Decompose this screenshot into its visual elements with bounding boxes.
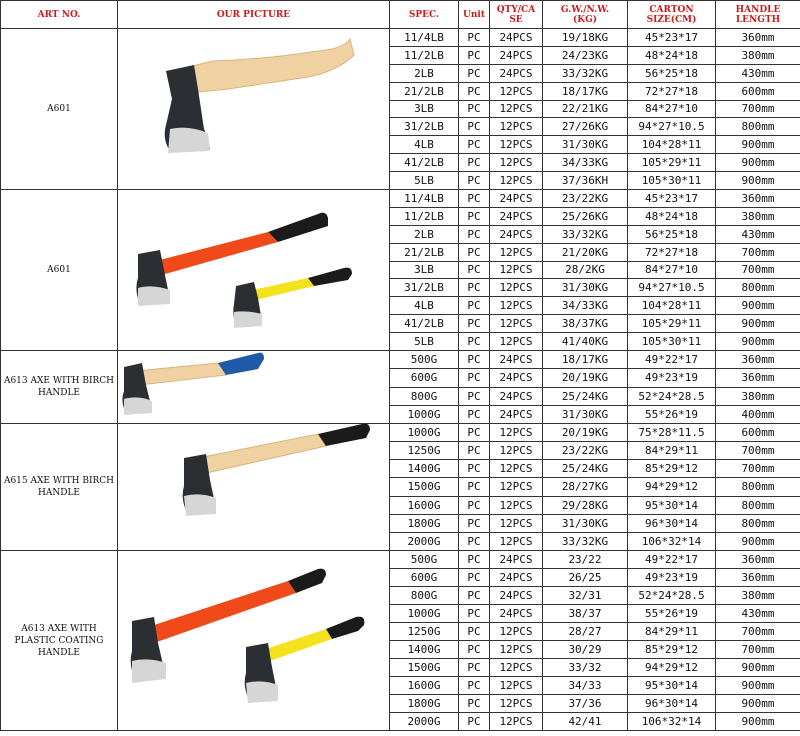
axe-blade-edge bbox=[184, 494, 216, 516]
spec-cell: 500G bbox=[390, 351, 459, 369]
red-handle-shape bbox=[148, 581, 296, 643]
unit-cell: PC bbox=[459, 460, 490, 478]
carton-size-cell: 56*25*18 bbox=[628, 225, 716, 243]
spec-cell: 600G bbox=[390, 369, 459, 387]
spec-cell: 500G bbox=[390, 551, 459, 569]
spec-cell: 600G bbox=[390, 569, 459, 587]
header-qty-case: QTY/CA SE bbox=[490, 1, 543, 29]
spec-cell: 11/4LB bbox=[390, 190, 459, 208]
handle-length-cell: 360mm bbox=[716, 569, 800, 587]
weight-cell: 42/41 bbox=[543, 713, 628, 731]
spec-cell: 31/2LB bbox=[390, 279, 459, 297]
yellow-handle-shape bbox=[266, 629, 332, 661]
carton-size-cell: 52*24*28.5 bbox=[628, 387, 716, 405]
header-carton-size: CARTON SIZE(CM) bbox=[628, 1, 716, 29]
carton-size-cell: 75*28*11.5 bbox=[628, 424, 716, 442]
weight-cell: 34/33KG bbox=[543, 154, 628, 172]
handle-length-cell: 800mm bbox=[716, 118, 800, 136]
carton-size-cell: 49*22*17 bbox=[628, 551, 716, 569]
axe-birch-black-picture bbox=[118, 424, 388, 550]
unit-cell: PC bbox=[459, 695, 490, 713]
spec-cell: 1600G bbox=[390, 496, 459, 514]
table-row bbox=[1, 551, 800, 569]
spec-cell: 1400G bbox=[390, 641, 459, 659]
handle-length-cell: 700mm bbox=[716, 100, 800, 118]
carton-size-cell: 84*29*11 bbox=[628, 442, 716, 460]
unit-cell: PC bbox=[459, 64, 490, 82]
picture-cell bbox=[118, 424, 390, 551]
spec-cell: 1800G bbox=[390, 695, 459, 713]
spec-cell: 1000G bbox=[390, 605, 459, 623]
handle-length-cell: 800mm bbox=[716, 279, 800, 297]
header-handle-length: HANDLE LENGTH bbox=[716, 1, 800, 29]
spec-cell: 1250G bbox=[390, 623, 459, 641]
table-row bbox=[1, 29, 800, 47]
spec-cell: 41/2LB bbox=[390, 154, 459, 172]
carton-size-cell: 56*25*18 bbox=[628, 64, 716, 82]
handle-length-cell: 380mm bbox=[716, 46, 800, 64]
handle-length-cell: 900mm bbox=[716, 695, 800, 713]
qty-case-cell: 12PCS bbox=[490, 532, 543, 550]
axe-plastic-coated-picture bbox=[118, 551, 388, 730]
carton-size-cell: 49*23*19 bbox=[628, 369, 716, 387]
red-handle-shape bbox=[152, 232, 278, 276]
unit-cell: PC bbox=[459, 659, 490, 677]
header-gross-net-weight: G.W./N.W. (KG) bbox=[543, 1, 628, 29]
handle-length-cell: 800mm bbox=[716, 496, 800, 514]
unit-cell: PC bbox=[459, 315, 490, 333]
qty-case-cell: 12PCS bbox=[490, 333, 543, 351]
unit-cell: PC bbox=[459, 207, 490, 225]
spec-cell: 11/4LB bbox=[390, 29, 459, 47]
unit-cell: PC bbox=[459, 424, 490, 442]
weight-cell: 18/17KG bbox=[543, 82, 628, 100]
handle-length-cell: 380mm bbox=[716, 387, 800, 405]
carton-size-cell: 48*24*18 bbox=[628, 46, 716, 64]
qty-case-cell: 24PCS bbox=[490, 569, 543, 587]
weight-cell: 28/27 bbox=[543, 623, 628, 641]
handle-length-cell: 900mm bbox=[716, 532, 800, 550]
weight-cell: 38/37 bbox=[543, 605, 628, 623]
handle-length-cell: 380mm bbox=[716, 587, 800, 605]
qty-case-cell: 12PCS bbox=[490, 424, 543, 442]
weight-cell: 33/32KG bbox=[543, 532, 628, 550]
unit-cell: PC bbox=[459, 100, 490, 118]
spec-cell: 2LB bbox=[390, 64, 459, 82]
handle-length-cell: 900mm bbox=[716, 136, 800, 154]
qty-case-cell: 12PCS bbox=[490, 641, 543, 659]
picture-cell bbox=[118, 351, 390, 424]
qty-case-cell: 12PCS bbox=[490, 695, 543, 713]
spec-cell: 21/2LB bbox=[390, 82, 459, 100]
wood-handle-shape bbox=[188, 39, 354, 93]
weight-cell: 28/2KG bbox=[543, 261, 628, 279]
carton-size-cell: 105*29*11 bbox=[628, 154, 716, 172]
qty-case-cell: 12PCS bbox=[490, 677, 543, 695]
weight-cell: 20/19KG bbox=[543, 369, 628, 387]
carton-size-cell: 94*29*12 bbox=[628, 659, 716, 677]
qty-case-cell: 12PCS bbox=[490, 478, 543, 496]
unit-cell: PC bbox=[459, 136, 490, 154]
qty-case-cell: 12PCS bbox=[490, 172, 543, 190]
handle-length-cell: 900mm bbox=[716, 315, 800, 333]
unit-cell: PC bbox=[459, 351, 490, 369]
spec-cell: 41/2LB bbox=[390, 315, 459, 333]
carton-size-cell: 49*22*17 bbox=[628, 351, 716, 369]
qty-case-cell: 24PCS bbox=[490, 387, 543, 405]
large-blade-edge bbox=[132, 659, 166, 683]
handle-length-cell: 900mm bbox=[716, 659, 800, 677]
table-body bbox=[1, 29, 800, 731]
handle-length-cell: 900mm bbox=[716, 154, 800, 172]
qty-case-cell: 12PCS bbox=[490, 297, 543, 315]
weight-cell: 18/17KG bbox=[543, 351, 628, 369]
carton-size-cell: 48*24*18 bbox=[628, 207, 716, 225]
handle-length-cell: 700mm bbox=[716, 243, 800, 261]
carton-size-cell: 104*28*11 bbox=[628, 297, 716, 315]
unit-cell: PC bbox=[459, 605, 490, 623]
spec-cell: 2LB bbox=[390, 225, 459, 243]
handle-length-cell: 600mm bbox=[716, 424, 800, 442]
qty-case-cell: 12PCS bbox=[490, 82, 543, 100]
weight-cell: 29/28KG bbox=[543, 496, 628, 514]
small-black-grip bbox=[308, 268, 352, 286]
handle-length-cell: 900mm bbox=[716, 333, 800, 351]
header-unit: Unit bbox=[459, 1, 490, 29]
qty-case-cell: 12PCS bbox=[490, 623, 543, 641]
weight-cell: 25/24KG bbox=[543, 460, 628, 478]
handle-length-cell: 400mm bbox=[716, 405, 800, 423]
carton-size-cell: 45*23*17 bbox=[628, 29, 716, 47]
spec-cell: 2000G bbox=[390, 532, 459, 550]
carton-size-cell: 84*27*10 bbox=[628, 100, 716, 118]
weight-cell: 23/22 bbox=[543, 551, 628, 569]
header-our-picture: OUR PICTURE bbox=[118, 1, 390, 29]
weight-cell: 26/25 bbox=[543, 569, 628, 587]
carton-size-cell: 94*27*10.5 bbox=[628, 279, 716, 297]
weight-cell: 27/26KG bbox=[543, 118, 628, 136]
weight-cell: 30/29 bbox=[543, 641, 628, 659]
spec-cell: 3LB bbox=[390, 100, 459, 118]
handle-length-cell: 360mm bbox=[716, 190, 800, 208]
handle-length-cell: 380mm bbox=[716, 207, 800, 225]
qty-case-cell: 24PCS bbox=[490, 605, 543, 623]
qty-case-cell: 24PCS bbox=[490, 405, 543, 423]
carton-size-cell: 94*27*10.5 bbox=[628, 118, 716, 136]
carton-size-cell: 49*23*19 bbox=[628, 569, 716, 587]
handle-length-cell: 430mm bbox=[716, 64, 800, 82]
weight-cell: 38/37KG bbox=[543, 315, 628, 333]
handle-length-cell: 430mm bbox=[716, 605, 800, 623]
handle-length-cell: 600mm bbox=[716, 82, 800, 100]
handle-length-cell: 360mm bbox=[716, 369, 800, 387]
spec-cell: 2000G bbox=[390, 713, 459, 731]
carton-size-cell: 84*27*10 bbox=[628, 261, 716, 279]
qty-case-cell: 24PCS bbox=[490, 351, 543, 369]
qty-case-cell: 24PCS bbox=[490, 207, 543, 225]
art-no-cell: A613 AXE WITH BIRCH HANDLE bbox=[1, 351, 118, 424]
spec-cell: 4LB bbox=[390, 297, 459, 315]
birch-handle-shape bbox=[136, 363, 226, 385]
weight-cell: 33/32KG bbox=[543, 64, 628, 82]
axe-wood-handle-picture bbox=[118, 29, 388, 189]
small-blade-edge bbox=[246, 681, 278, 703]
carton-size-cell: 105*30*11 bbox=[628, 172, 716, 190]
unit-cell: PC bbox=[459, 387, 490, 405]
spec-cell: 11/2LB bbox=[390, 46, 459, 64]
small-blade-edge bbox=[234, 311, 262, 328]
handle-length-cell: 700mm bbox=[716, 460, 800, 478]
qty-case-cell: 12PCS bbox=[490, 243, 543, 261]
spec-cell: 5LB bbox=[390, 172, 459, 190]
art-no-cell: A615 AXE WITH BIRCH HANDLE bbox=[1, 424, 118, 551]
unit-cell: PC bbox=[459, 641, 490, 659]
qty-case-cell: 24PCS bbox=[490, 46, 543, 64]
weight-cell: 22/21KG bbox=[543, 100, 628, 118]
axe-fiberglass-picture bbox=[118, 190, 388, 350]
spec-cell: 5LB bbox=[390, 333, 459, 351]
carton-size-cell: 52*24*28.5 bbox=[628, 587, 716, 605]
qty-case-cell: 12PCS bbox=[490, 442, 543, 460]
weight-cell: 33/32 bbox=[543, 659, 628, 677]
small-black-grip bbox=[326, 617, 364, 639]
unit-cell: PC bbox=[459, 297, 490, 315]
handle-length-cell: 360mm bbox=[716, 351, 800, 369]
carton-size-cell: 105*30*11 bbox=[628, 333, 716, 351]
unit-cell: PC bbox=[459, 442, 490, 460]
weight-cell: 23/22KG bbox=[543, 190, 628, 208]
handle-length-cell: 430mm bbox=[716, 225, 800, 243]
qty-case-cell: 24PCS bbox=[490, 551, 543, 569]
carton-size-cell: 105*29*11 bbox=[628, 315, 716, 333]
handle-length-cell: 900mm bbox=[716, 677, 800, 695]
picture-cell bbox=[118, 190, 390, 351]
blue-grip-shape bbox=[218, 353, 264, 375]
spec-cell: 800G bbox=[390, 587, 459, 605]
large-blade-edge bbox=[138, 286, 170, 306]
black-grip-shape bbox=[268, 213, 328, 242]
art-no-cell: A601 bbox=[1, 29, 118, 190]
qty-case-cell: 24PCS bbox=[490, 587, 543, 605]
table-row bbox=[1, 351, 800, 369]
weight-cell: 21/20KG bbox=[543, 243, 628, 261]
unit-cell: PC bbox=[459, 333, 490, 351]
axe-blade-edge bbox=[124, 397, 152, 415]
handle-length-cell: 360mm bbox=[716, 551, 800, 569]
unit-cell: PC bbox=[459, 369, 490, 387]
spec-cell: 1800G bbox=[390, 514, 459, 532]
qty-case-cell: 12PCS bbox=[490, 315, 543, 333]
carton-size-cell: 85*29*12 bbox=[628, 641, 716, 659]
qty-case-cell: 12PCS bbox=[490, 136, 543, 154]
unit-cell: PC bbox=[459, 279, 490, 297]
carton-size-cell: 96*30*14 bbox=[628, 514, 716, 532]
weight-cell: 19/18KG bbox=[543, 29, 628, 47]
weight-cell: 31/30KG bbox=[543, 279, 628, 297]
spec-cell: 1400G bbox=[390, 460, 459, 478]
unit-cell: PC bbox=[459, 623, 490, 641]
weight-cell: 23/22KG bbox=[543, 442, 628, 460]
carton-size-cell: 85*29*12 bbox=[628, 460, 716, 478]
unit-cell: PC bbox=[459, 478, 490, 496]
axe-birch-blue-picture bbox=[118, 351, 388, 423]
unit-cell: PC bbox=[459, 243, 490, 261]
carton-size-cell: 84*29*11 bbox=[628, 623, 716, 641]
weight-cell: 34/33KG bbox=[543, 297, 628, 315]
carton-size-cell: 72*27*18 bbox=[628, 243, 716, 261]
weight-cell: 20/19KG bbox=[543, 424, 628, 442]
qty-case-cell: 12PCS bbox=[490, 460, 543, 478]
carton-size-cell: 106*32*14 bbox=[628, 532, 716, 550]
spec-cell: 21/2LB bbox=[390, 243, 459, 261]
axe-blade-edge bbox=[168, 128, 210, 153]
handle-length-cell: 360mm bbox=[716, 29, 800, 47]
spec-cell: 800G bbox=[390, 387, 459, 405]
handle-length-cell: 800mm bbox=[716, 478, 800, 496]
carton-size-cell: 55*26*19 bbox=[628, 405, 716, 423]
qty-case-cell: 24PCS bbox=[490, 369, 543, 387]
handle-length-cell: 700mm bbox=[716, 641, 800, 659]
spec-cell: 1500G bbox=[390, 478, 459, 496]
spec-cell: 11/2LB bbox=[390, 207, 459, 225]
handle-length-cell: 900mm bbox=[716, 713, 800, 731]
unit-cell: PC bbox=[459, 514, 490, 532]
qty-case-cell: 12PCS bbox=[490, 496, 543, 514]
handle-length-cell: 700mm bbox=[716, 442, 800, 460]
qty-case-cell: 12PCS bbox=[490, 514, 543, 532]
unit-cell: PC bbox=[459, 46, 490, 64]
qty-case-cell: 12PCS bbox=[490, 100, 543, 118]
qty-case-cell: 24PCS bbox=[490, 64, 543, 82]
unit-cell: PC bbox=[459, 496, 490, 514]
handle-length-cell: 900mm bbox=[716, 172, 800, 190]
unit-cell: PC bbox=[459, 587, 490, 605]
weight-cell: 31/30KG bbox=[543, 136, 628, 154]
art-no-cell: A601 bbox=[1, 190, 118, 351]
header-row bbox=[1, 1, 800, 29]
handle-length-cell: 700mm bbox=[716, 623, 800, 641]
table-row bbox=[1, 190, 800, 208]
unit-cell: PC bbox=[459, 118, 490, 136]
weight-cell: 34/33 bbox=[543, 677, 628, 695]
spec-cell: 3LB bbox=[390, 261, 459, 279]
carton-size-cell: 96*30*14 bbox=[628, 695, 716, 713]
header-spec: SPEC. bbox=[390, 1, 459, 29]
picture-cell bbox=[118, 551, 390, 731]
spec-cell: 1000G bbox=[390, 405, 459, 423]
unit-cell: PC bbox=[459, 551, 490, 569]
carton-size-cell: 95*30*14 bbox=[628, 677, 716, 695]
unit-cell: PC bbox=[459, 569, 490, 587]
qty-case-cell: 24PCS bbox=[490, 190, 543, 208]
qty-case-cell: 24PCS bbox=[490, 225, 543, 243]
unit-cell: PC bbox=[459, 261, 490, 279]
carton-size-cell: 45*23*17 bbox=[628, 190, 716, 208]
unit-cell: PC bbox=[459, 29, 490, 47]
qty-case-cell: 12PCS bbox=[490, 713, 543, 731]
weight-cell: 31/30KG bbox=[543, 405, 628, 423]
qty-case-cell: 12PCS bbox=[490, 261, 543, 279]
yellow-handle-shape bbox=[252, 278, 314, 300]
weight-cell: 41/40KG bbox=[543, 333, 628, 351]
weight-cell: 37/36 bbox=[543, 695, 628, 713]
unit-cell: PC bbox=[459, 154, 490, 172]
weight-cell: 31/30KG bbox=[543, 514, 628, 532]
unit-cell: PC bbox=[459, 225, 490, 243]
unit-cell: PC bbox=[459, 677, 490, 695]
weight-cell: 37/36KH bbox=[543, 172, 628, 190]
weight-cell: 24/23KG bbox=[543, 46, 628, 64]
unit-cell: PC bbox=[459, 405, 490, 423]
spec-cell: 1500G bbox=[390, 659, 459, 677]
header-art-no: ART NO. bbox=[1, 1, 118, 29]
weight-cell: 33/32KG bbox=[543, 225, 628, 243]
art-no-cell: A613 AXE WITH PLASTIC COATING HANDLE bbox=[1, 551, 118, 731]
carton-size-cell: 95*30*14 bbox=[628, 496, 716, 514]
unit-cell: PC bbox=[459, 713, 490, 731]
qty-case-cell: 12PCS bbox=[490, 279, 543, 297]
unit-cell: PC bbox=[459, 82, 490, 100]
qty-case-cell: 12PCS bbox=[490, 154, 543, 172]
spec-cell: 4LB bbox=[390, 136, 459, 154]
qty-case-cell: 12PCS bbox=[490, 659, 543, 677]
weight-cell: 32/31 bbox=[543, 587, 628, 605]
weight-cell: 25/26KG bbox=[543, 207, 628, 225]
carton-size-cell: 94*29*12 bbox=[628, 478, 716, 496]
unit-cell: PC bbox=[459, 190, 490, 208]
weight-cell: 25/24KG bbox=[543, 387, 628, 405]
unit-cell: PC bbox=[459, 532, 490, 550]
handle-length-cell: 900mm bbox=[716, 297, 800, 315]
spec-cell: 1000G bbox=[390, 424, 459, 442]
qty-case-cell: 24PCS bbox=[490, 29, 543, 47]
carton-size-cell: 55*26*19 bbox=[628, 605, 716, 623]
carton-size-cell: 104*28*11 bbox=[628, 136, 716, 154]
birch-handle-shape bbox=[198, 434, 326, 474]
picture-cell bbox=[118, 29, 390, 190]
weight-cell: 28/27KG bbox=[543, 478, 628, 496]
spec-cell: 1600G bbox=[390, 677, 459, 695]
carton-size-cell: 72*27*18 bbox=[628, 82, 716, 100]
black-grip-shape bbox=[318, 424, 370, 446]
black-grip-shape bbox=[288, 569, 326, 593]
qty-case-cell: 12PCS bbox=[490, 118, 543, 136]
spec-cell: 1250G bbox=[390, 442, 459, 460]
spec-cell: 31/2LB bbox=[390, 118, 459, 136]
unit-cell: PC bbox=[459, 172, 490, 190]
carton-size-cell: 106*32*14 bbox=[628, 713, 716, 731]
handle-length-cell: 700mm bbox=[716, 261, 800, 279]
handle-length-cell: 800mm bbox=[716, 514, 800, 532]
table-row bbox=[1, 424, 800, 442]
